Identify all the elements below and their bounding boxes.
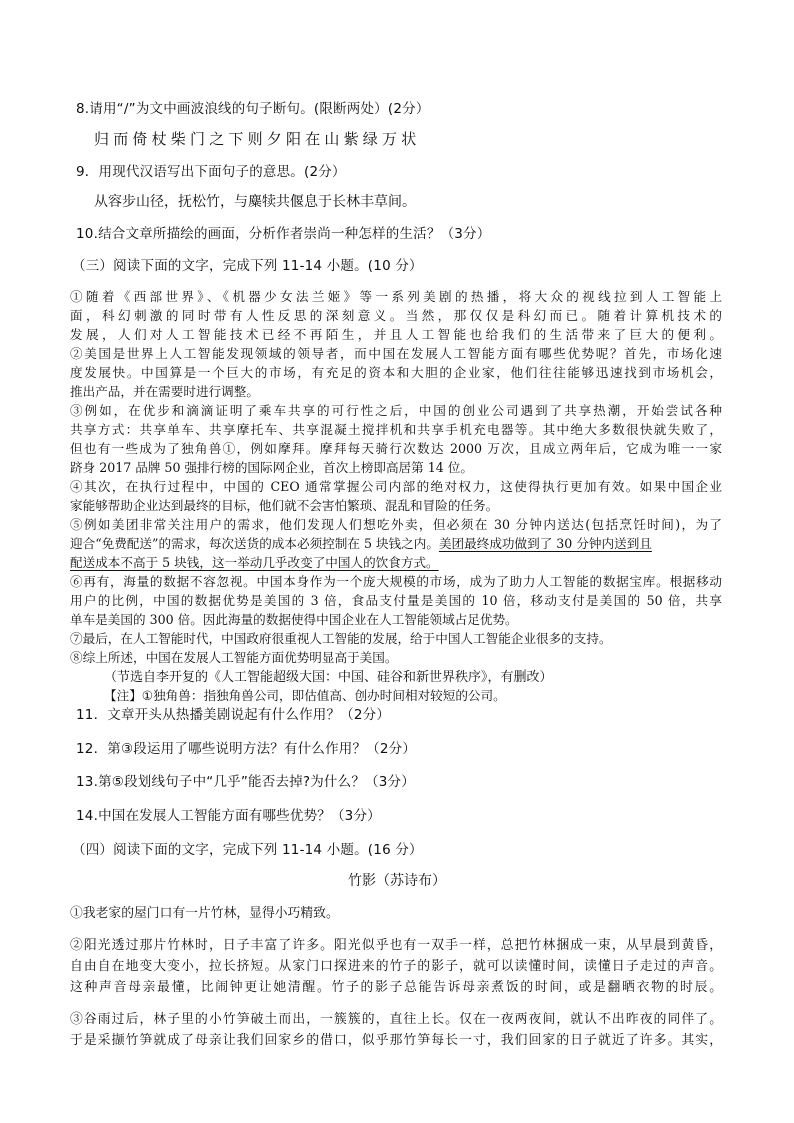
question-8: 8.请用“/”为文中画波浪线的句子断句。(限断两处）(2分） [76,101,430,117]
s3-p5-underlined-sentence: 美团最终成功做到了 30 分钟内送到且 [438,536,652,551]
s3-p6-line: 单车是美国的 300 倍。因此海量的数据使得中国企业在人工智能领域占足优势。 [70,612,518,627]
question-14: 14.中国在发展人工智能方面有哪些优势？（3分） [76,808,381,824]
s3-p1-line: 发展，人们对人工智能技术已经不再陌生，并且人工智能也给我们的生活带来了巨大的便利。 [70,327,722,342]
question-11: 11．文章开头从热播美剧说起有什么作用？（2分） [76,707,391,723]
s3-p2-line: ②美国是世界上人工智能发现领域的领导者，而中国在发展人工智能方面有哪些优势呢？首先，市场化速 [70,346,722,361]
s3-p5-text: 迎合“免费配送”的需求，每次送货的成本必须控制在 5 块钱之内。 [70,536,439,551]
s4-p2-line: 自由自在地变大变小，拉长挤短。从家门口探进来的竹子的影子，就可以读懂时间，读懂日子走过的声音。 [70,959,722,974]
s3-p4-line: ④其次，在执行过程中，中国的 CEO 通常掌握公司内部的绝对权力，这使得执行更加有效。如果中国企业 [70,479,722,494]
s3-p6-line: 用户的比例，中国的数据优势是美国的 3 倍，食品支付量是美国的 10 倍，移动支付是美国的 50 倍，共享 [70,593,722,608]
section-3-header: （三）阅读下面的文字，完成下列 11-14 小题。(10 分） [72,258,423,274]
s4-p1: ①我老家的屋门口有一片竹林，显得小巧精致。 [70,906,339,921]
question-9-sentence: 从容步山径，抚松竹，与麋犊共偃息于长林丰草间。 [94,194,416,210]
s3-footnote: 【注】①独角兽：指独角兽公司，即估值高、创办时间相对较短的公司。 [104,688,506,703]
s3-p2-line: 度发展快。中国算是一个巨大的市场，有充足的资本和大胆的企业家，他们往往能够迅速找到市场机会， [70,365,722,380]
s3-p5-line [70,533,652,552]
s3-p1-line: 面，科幻刺激的同时带有人性反思的深刻意义。当然，那仅仅是科幻而已。随着计算机技术的 [70,308,722,323]
s3-p3-line: 共享方式：共享单车、共享摩托车、共享混凝土搅拌机和共享手机充电器等。其中绝大多数很快就失败了， [70,422,722,437]
s4-p2-line: ②阳光透过那片竹林时，日子丰富了许多。阳光似乎也有一双手一样，总把竹林捆成一束，从早晨到黄昏， [70,938,722,953]
s4-p2-line: 这种声音母亲最懂，比闹钟更让她清醒。竹子的影子总能告诉母亲煮饭的时间，或是翻晒衣物的时辰。 [70,980,722,995]
s3-p8: ⑧综上所述，中国在发展人工智能方面优势明显高于美国。 [70,650,398,665]
s3-p1-line: ①随着《西部世界》、《机器少女法兰姬》等一系列美剧的热播，将大众的视线拉到人工智能上 [70,289,722,304]
section-4-header: （四）阅读下面的文字，完成下列 11-14 小题。(16 分） [72,842,423,858]
question-10: 10.结合文章所描绘的画面，分析作者崇尚一种怎样的生活？（3分） [76,226,491,242]
s3-p3-line: 但也有一些成为了独角兽①，例如摩拜。摩拜每天骑行次数达 2000 万次，且成立两年后，它成为唯一一家 [70,441,722,456]
s3-p6-line: ⑥再有，海量的数据不容忽视。中国本身作为一个庞大规模的市场，成为了助力人工智能的数据宝库。根据移动 [70,574,722,589]
question-13: 13.第⑤段划线句子中“几乎”能否去掉?为什么？（3分） [76,774,415,790]
question-12: 12．第③段运用了哪些说明方法？有什么作用？（2分） [76,741,417,757]
s3-source: （节选自李开复的《人工智能超级大国：中国、硅谷和新世界秩序》，有删改） [104,670,553,685]
question-8-sentence: 归而倚杖柴门之下则夕阳在山紫绿万状 [94,130,421,148]
article-title: 竹影（苏诗布） [348,873,446,889]
s3-p4-line: 家能够帮助企业达到最终的目标，他们就不会害怕繁琐、混乱和冒险的任务。 [70,498,499,513]
s3-p3-line: ③例如，在优步和滴滴证明了乘车共享的可行性之后，中国的创业公司遇到了共享热潮，开始尝试各种 [70,403,722,418]
s3-p5-underlined-sentence: 配送成本不高于 5 块钱，这一举动几乎改变了中国人的饮食方式。 [70,555,439,570]
s3-p2-line: 推出产品，并在需要时进行调整。 [70,384,259,399]
question-9: 9．用现代汉语写出下面句子的意思。(2分） [76,164,346,180]
s4-p3-line: 于是采撷竹笋就成了母亲让我们回家乡的借口，似乎那竹笋每长一寸，我们回家的日子就近了许多。其实， [70,1033,722,1048]
s3-p3-line: 跻身 2017 品牌 50 强排行榜的国际网企业，首次上榜即高居第 14 位。 [70,460,473,475]
s3-p7: ⑦最后，在人工智能时代，中国政府很重视人工智能的发展，给于中国人工智能企业很多的支持。 [70,631,612,646]
s4-p3-line: ③谷雨过后，林子里的小竹笋破土而出，一簇簇的，直往上长。仅在一夜两夜间，就认不出昨夜的同伴了。 [70,1012,722,1027]
s3-p5-line: ⑤例如美团非常关注用户的需求，他们发现人们想吃外卖，但必须在 30 分钟内送达(包括烹饪时间)，为了 [70,517,722,532]
